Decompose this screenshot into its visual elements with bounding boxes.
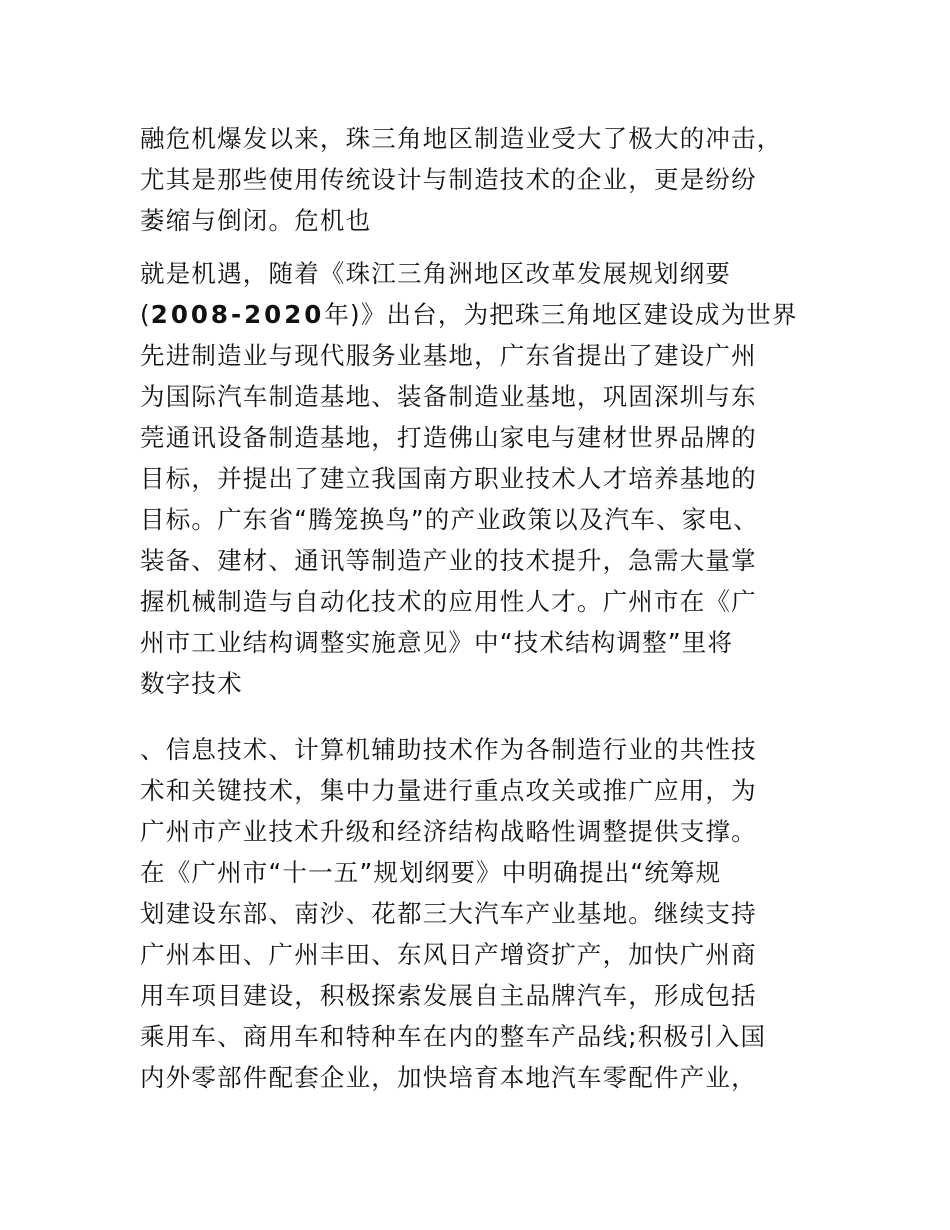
text-line: 融危机爆发以来，珠三角地区制造业受大了极大的冲击， [140,124,783,153]
paragraph-1 [140,118,840,241]
text-line: 、信息技术、计算机辅助技术作为各制造行业的共性技 [140,735,757,764]
text-line: 广州市产业技术升级和经济结构战略性调整提供支撑。 [140,817,757,846]
text-line: 装备、建材、通讯等制造产业的技术提升，急需大量掌 [140,546,757,575]
paragraph-3 [140,729,840,1098]
text-line: 在《广州市“十一五”规划纲要》中明确提出“统筹规 [140,858,722,887]
text-line: 内外零部件配套企业，加快培育本地汽车零配件产业， [140,1063,757,1092]
text-line: 就是机遇，随着《珠江三角洲地区改革发展规划纲要 [140,259,732,288]
text-line-with-year-range: (2008-2020年)》出台，为把珠三角地区建设成为世界 [140,300,798,329]
text-line: 尤其是那些使用传统设计与制造技术的企业，更是纷纷 [140,165,757,194]
text-line: 萎缩与倒闭。危机也 [140,206,372,235]
paragraph-2 [140,253,840,704]
text-line: 握机械制造与自动化技术的应用性人才。广州市在《广 [140,587,757,616]
text-line: 用车项目建设，积极探索发展自主品牌汽车，形成包括 [140,981,757,1010]
text-line: 州市工业结构调整实施意见》中“技术结构调整”里将 [140,628,734,657]
text-line: 划建设东部、南沙、花都三大汽车产业基地。继续支持 [140,899,757,928]
text-line: 广州本田、广州丰田、东风日产增资扩产，加快广州商 [140,940,757,969]
text-line: 术和关键技术，集中力量进行重点攻关或推广应用，为 [140,776,757,805]
text-line: 莞通讯设备制造基地，打造佛山家电与建材世界品牌的 [140,423,757,452]
text-line: 乘用车、商用车和特种车在内的整车产品线;积极引入国 [140,1022,767,1051]
text-line: 先进制造业与现代服务业基地，广东省提出了建设广州 [140,341,757,370]
text-line: 目标，并提出了建立我国南方职业技术人才培养基地的 [140,464,757,493]
text-line: 数字技术 [140,669,243,698]
text-line: 为国际汽车制造基地、装备制造业基地，巩固深圳与东 [140,382,757,411]
text-line: 目标。广东省“腾笼换鸟”的产业政策以及汽车、家电、 [140,505,759,534]
